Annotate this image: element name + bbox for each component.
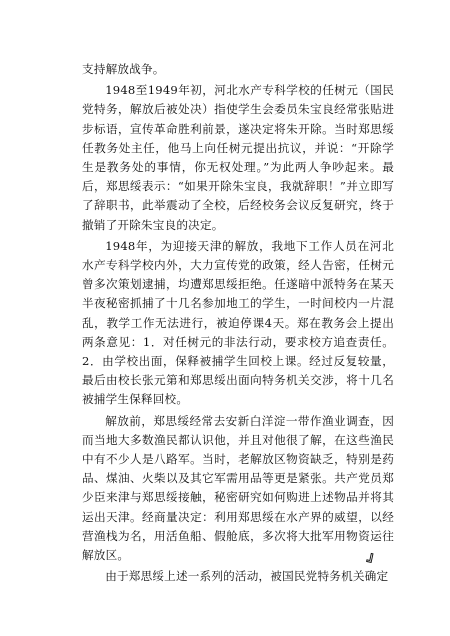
body-text <box>82 60 394 588</box>
paragraph-student-arrest: 1948年，为迎接天津的解放，我地下工作人员在河北水产专科学校内外，大力宣传党的政策，经人告密，任树元曾多次策划逮捕，均遭郑思绥拒绝。任遂暗中派特务在某天半夜秘密抓捕了十几名参加地工的学生，一时间校内一片混乱，教学工作无法进行，被迫停课4天。郑在教务会上提出两条意见：1．对任树元的非法行动，要求校方追查责任。2．由学校出面，保释被捕学生回校上课。经过反复较量，最后由校长张元第和郑思绥出面向特务机关交涉，将十几名被捕学生保释回校。 <box>82 238 394 407</box>
paragraph-continuation: 支持解放战争。 <box>82 62 165 76</box>
paragraph-closing-line: 由于郑思绥上述一系列的活动，被国民党特务机关确定 <box>105 569 389 584</box>
page-mark: 』 <box>365 548 383 568</box>
paragraph-expulsion-incident: 1948至1949年初，河北水产专科学校的任树元（国民党特务，解放后被处决）指使学生会委员朱宝良经常张贴进步标语，宣传革命胜利前景，遂决定将朱开除。当时郑思绥任教务处主任，他马上向任树元提出抗议，并说：“开除学生是教务处的事情，你无权处理。”为此两人争吵起来。最后，郑思绥表示：“如果开除朱宝良，我就辞职！”并立即写了辞职书，此举震动了全校，后经校务会议反复研究，终于撤销了开除朱宝良的决定。 <box>82 83 394 232</box>
paragraph-supply-smuggling: 解放前，郑思绥经常去安新白洋淀一带作渔业调查，因而当地大多数渔民都认识他，并且对他很了解，在这些渔民中有不少人是八路军。当时，老解放区物资缺乏，特别是药品、煤油、火柴以及其它军需用品等更是紧张。共产党员郑少臣来津与郑思绥接触，秘密研究如何购进上述物品并将其运出天津。经商量决定：利用郑思绥在水产界的威望，以经营渔栈为名，用活鱼船、假舱底，多次将大批军用物资运往解放区。 <box>82 413 394 563</box>
